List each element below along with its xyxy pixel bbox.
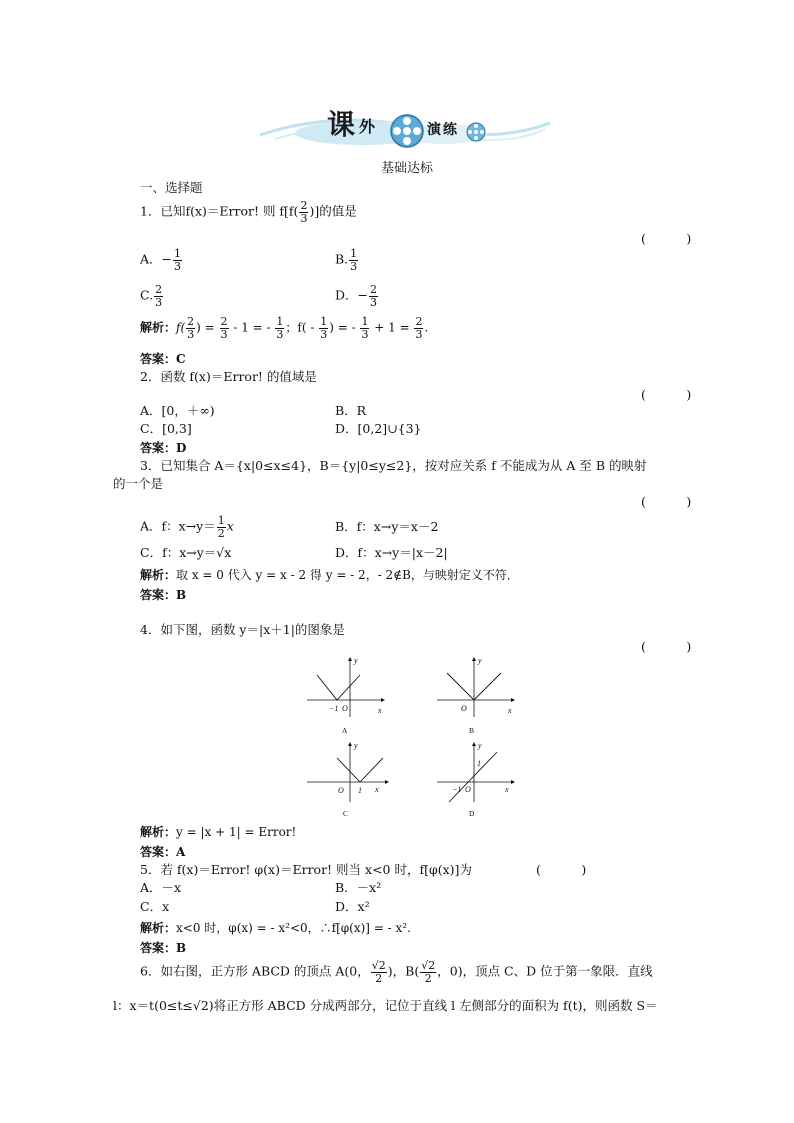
- q2-answer: 答案：D: [140, 441, 187, 455]
- q1-option-d: D．− $\frac{2}{3}$: [335, 283, 377, 309]
- header-char-wai: 外: [359, 117, 376, 136]
- q5-solution: 解析：x<0 时，φ(x) = - x²<0，∴f[φ(x)] = - x².: [140, 921, 411, 935]
- q5-option-a: A．－x: [140, 880, 182, 895]
- q3-stem-line1: 3．已知集合 A＝{x|0≤x≤4}，B＝{y|0≤y≤2}，按对应关系 f 不能成为从 A 至 B 的映射: [140, 458, 647, 473]
- q3-option-d: D．f：x→y＝|x－2|: [335, 545, 448, 560]
- svg-text:x: x: [508, 706, 512, 715]
- q5-answer-paren: ( ): [536, 862, 601, 877]
- q5-stem: 5．若 f(x)＝Error! φ(x)＝Error! 则当 x<0 时，f[φ(x)]为: [140, 862, 472, 877]
- q1-option-b: B. $\frac{1}{3}$: [335, 247, 358, 273]
- q3-answer-paren: ( ): [641, 494, 706, 509]
- svg-text:y: y: [478, 741, 482, 750]
- q2-option-a: A．[0，＋∞): [140, 403, 215, 418]
- q5-option-d: D．x²: [335, 899, 370, 914]
- q1-stem: 1．已知f(x)＝Error! 则 f[f( $\frac{2}{3}$ )]的值是: [140, 199, 357, 225]
- q1-answer: 答案：C: [140, 352, 186, 366]
- q1-option-a: A．− $\frac{1}{3}$: [140, 247, 182, 273]
- film-reel-icon: [389, 113, 425, 149]
- q5-option-b: B．－x²: [335, 880, 382, 895]
- q3-answer: 答案：B: [140, 588, 187, 602]
- svg-text:x: x: [375, 785, 379, 794]
- q2-answer-paren: ( ): [641, 387, 706, 402]
- q3-stem-line2: 的一个是: [113, 476, 164, 491]
- svg-text:O: O: [338, 786, 344, 795]
- q5-answer: 答案：B: [140, 941, 187, 955]
- q2-option-d: D．[0,2]∪{3}: [335, 421, 422, 436]
- header-banner: [255, 105, 555, 150]
- svg-text:−1: −1: [452, 785, 462, 794]
- svg-text:O: O: [465, 785, 471, 794]
- header-char-lian: 练: [443, 122, 457, 138]
- q3-solution: 解析：取 x = 0 代入 y = x - 2 得 y = - 2，- 2∉B，与映射定义不符．: [140, 568, 519, 582]
- svg-text:1: 1: [477, 759, 481, 768]
- q3-option-a: A．f：x→y＝ $\frac{1}{2}$ x: [140, 514, 234, 540]
- q4-answer-paren: ( ): [641, 639, 706, 654]
- q4-solution: 解析：y = |x + 1| = Error!: [140, 825, 297, 839]
- q5-option-c: C．x: [140, 899, 170, 914]
- svg-text:y: y: [478, 656, 482, 665]
- graph-d: y x −1 O 1 D: [435, 740, 515, 820]
- svg-text:−1: −1: [329, 704, 339, 713]
- q1-solution: 解析：f( $\frac{2}{3}$ ) = $\frac{2}{3}$ - 1 = - $\frac{1}{3}$ ；f( - $\frac{1}{3}$ ) = - $\frac{1}{3}$ + 1 = $\frac{2}{3}$ .: [140, 315, 429, 341]
- svg-text:y: y: [354, 741, 358, 750]
- graph-c: y x O 1 C: [305, 740, 390, 820]
- small-reel-icon: [465, 121, 487, 143]
- svg-text:1: 1: [358, 786, 362, 795]
- svg-text:O: O: [342, 704, 348, 713]
- section-title: 基础达标: [381, 161, 434, 176]
- q1-option-c: C. $\frac{2}{3}$: [140, 283, 163, 309]
- q3-option-b: B．f：x→y＝x－2: [335, 519, 439, 534]
- graph-b: y x O B: [435, 655, 515, 735]
- q2-option-b: B．R: [335, 403, 367, 418]
- q4-stem: 4．如下图，函数 y＝|x＋1|的图象是: [140, 622, 345, 637]
- q4-answer: 答案：A: [140, 845, 186, 859]
- svg-text:x: x: [505, 785, 509, 794]
- q3-option-c: C．f：x→y＝√x: [140, 545, 232, 560]
- header-char-ke: 课: [327, 108, 356, 141]
- q6-stem-line1: 6．如右图，正方形 ABCD 的顶点 A(0， $\frac{√2}{2}$ )，B( $\frac{√2}{2}$ ，0)，顶点 C、D 位于第一象限．直线: [140, 959, 653, 985]
- graph-a: y x −1 O A: [305, 655, 385, 735]
- svg-text:x: x: [378, 706, 382, 715]
- q2-stem: 2．函数 f(x)＝Error! 的值域是: [140, 369, 317, 384]
- q6-stem-line2: l：x＝t(0≤t≤√2)将正方形 ABCD 分成两部分，记位于直线 l 左侧部分的面积为 f(t)，则函数 S＝: [113, 998, 658, 1013]
- header-char-yan: 演: [427, 122, 441, 138]
- svg-text:O: O: [461, 704, 467, 713]
- q2-option-c: C．[0,3]: [140, 421, 192, 436]
- part-heading: 一、选择题: [140, 180, 203, 195]
- q1-answer-paren: ( ): [641, 231, 706, 246]
- svg-text:y: y: [354, 656, 358, 665]
